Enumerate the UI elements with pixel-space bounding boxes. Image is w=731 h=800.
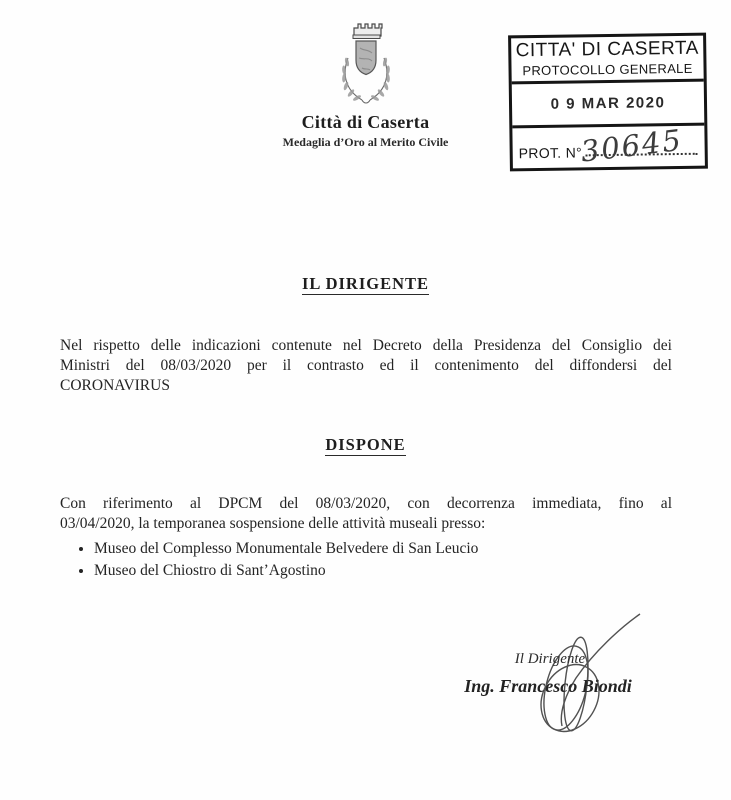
signature-name: Ing. Francesco Biondi xyxy=(464,676,632,696)
stamp-protocol-row xyxy=(512,122,705,169)
stamp-org-line2: PROTOCOLLO GENERALE xyxy=(522,60,693,79)
list-item-museo-belvedere: • Museo del Complesso Monumentale Belvedere di San Leucio xyxy=(94,539,672,559)
paragraph-line: Ministri del 08/03/2020 per il contrasto ed il contenimento del diffondersi del xyxy=(60,357,672,374)
list-item-museo-chiostro: • Museo del Chiostro di Sant’Agostino xyxy=(94,561,672,581)
paragraph-premessa xyxy=(60,336,672,396)
museum-list xyxy=(60,539,672,581)
heading-dispone xyxy=(0,435,731,455)
paragraph-line: Con riferimento al DPCM del 08/03/2020, con decorrenza immediata, fino al xyxy=(60,495,672,512)
paragraph-line: 03/04/2020, la temporanea sospensione delle attività museali presso: xyxy=(60,515,486,532)
paragraph-line: Nel rispetto delle indicazioni contenute nel Decreto della Presidenza del Consiglio dei xyxy=(60,337,672,354)
signature-role: Il Dirigente xyxy=(514,651,586,667)
city-subtitle: Medaglia d’Oro al Merito Civile xyxy=(282,135,449,149)
signature-scribble-icon xyxy=(518,610,643,740)
heading-il-dirigente xyxy=(0,274,731,294)
protocol-stamp xyxy=(508,33,708,172)
stamp-header xyxy=(511,36,704,85)
stamp-date: 0 9 MAR 2020 xyxy=(550,94,666,113)
paragraph-line: CORONAVIRUS xyxy=(60,377,170,394)
paragraph-disposizione xyxy=(60,494,672,583)
caserta-coat-of-arms-icon xyxy=(336,20,396,106)
city-name: Città di Caserta xyxy=(301,112,430,132)
protocol-number-label: PROT. N° xyxy=(518,144,583,162)
heading-il-dirigente-text: IL DIRIGENTE xyxy=(301,274,430,293)
stamp-date-row xyxy=(512,82,705,129)
stamp-org-line1: CITTA' DI CASERTA xyxy=(515,37,699,62)
heading-dispone-text: DISPONE xyxy=(325,435,406,454)
protocol-number-handwritten: 30645 xyxy=(578,122,685,169)
